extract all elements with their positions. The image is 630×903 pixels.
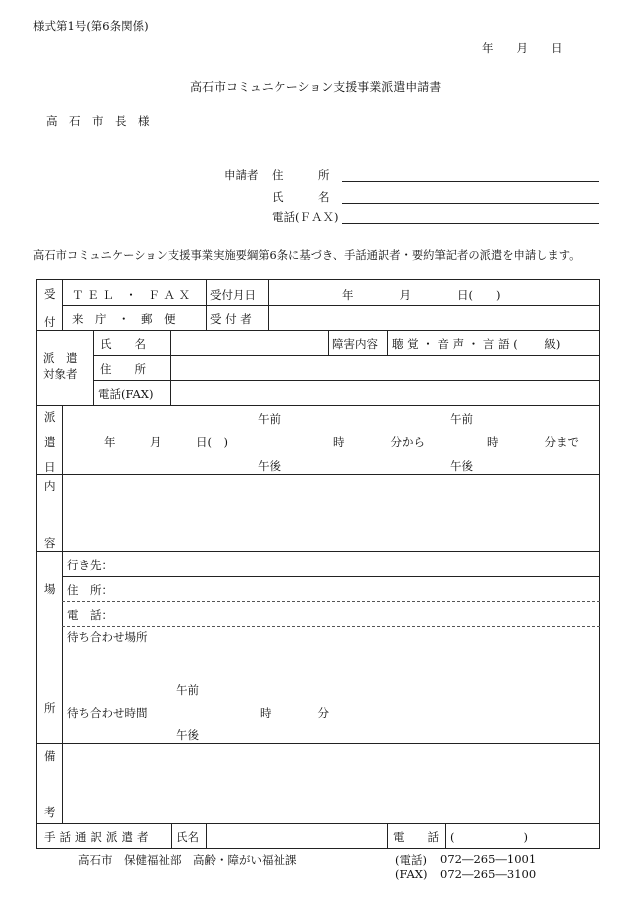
applicant-phone-label: 電話(ＦＡＸ): [272, 210, 339, 224]
interpreter-name-label: 氏名: [176, 830, 199, 844]
place-address-label: 住 所：: [67, 583, 113, 597]
subject-side-label-1: 派 遣: [43, 351, 78, 365]
meeting-time-label: 待ち合わせ時間: [67, 706, 148, 720]
meeting-time-value[interactable]: 時 分: [260, 706, 329, 720]
meeting-time-pm: 午後: [176, 728, 199, 742]
footer-department: 高石市 保健福祉部 高齢・障がい福祉課: [78, 853, 297, 867]
place-side-top: 場: [44, 582, 56, 596]
interpreter-label: 手話通訳派遣者: [44, 830, 153, 844]
footer-fax-label: (FAX): [395, 867, 428, 881]
subject-address-label: 住 所: [100, 362, 146, 376]
subject-phone-label: 電話(FAX): [98, 387, 154, 401]
applicant-name-label: 氏 名: [272, 190, 330, 204]
disability-options[interactable]: 聴 覚 ・ 音 声 ・ 言 語 ( 級): [392, 337, 561, 351]
received-date-value: 年 月 日( ): [342, 288, 501, 302]
addressee: 高 石 市 長 様: [46, 114, 150, 128]
remarks-side-bottom: 考: [44, 805, 56, 819]
to-am: 午前: [450, 412, 473, 426]
content-side-top: 内: [44, 479, 56, 493]
to-pm: 午後: [450, 459, 473, 473]
interpreter-phone-label: 電 話: [393, 830, 439, 844]
subject-name-label: 氏 名: [100, 337, 146, 351]
dispatch-date-side-3: 日: [44, 460, 56, 474]
interpreter-phone-value[interactable]: ( ): [450, 830, 528, 844]
form-number: 様式第1号(第6条関係): [33, 19, 149, 33]
place-side-bottom: 所: [44, 701, 56, 715]
meeting-time-am: 午前: [176, 683, 199, 697]
dispatch-to-time[interactable]: 時 分まで: [487, 435, 579, 449]
interpreter-name-field[interactable]: [210, 825, 384, 847]
application-statement: 高石市コミュニケーション支援事業実施要綱第6条に基づき、手話通訳者・要約筆記者の派遣を申請します。: [33, 249, 581, 262]
applicant-phone-field[interactable]: [342, 223, 599, 224]
from-am: 午前: [258, 412, 281, 426]
form-title: 高石市コミュニケーション支援事業派遣申請書: [190, 80, 442, 94]
content-side-bottom: 容: [44, 536, 56, 550]
footer-phone-value: 072―265―1001: [440, 852, 537, 866]
dispatch-from-time[interactable]: 時 分から: [333, 435, 425, 449]
receiver-label: 受 付 者: [210, 312, 252, 326]
dispatch-date-value[interactable]: 年 月 日( ): [104, 435, 228, 449]
dispatch-date-side-2: 遣: [44, 435, 56, 449]
date-line: 年 月 日: [482, 41, 563, 55]
destination-label: 行き先：: [67, 558, 113, 572]
footer-phone-label: (電話): [395, 853, 427, 867]
from-pm: 午後: [258, 459, 281, 473]
place-phone-label: 電 話：: [67, 608, 113, 622]
subject-side-label-2: 対象者: [43, 367, 78, 381]
disability-label: 障害内容: [332, 337, 378, 351]
applicant-label: 申請者: [224, 168, 259, 182]
reception-side-bottom: 付: [44, 315, 56, 329]
remarks-side-top: 備: [44, 749, 56, 763]
dispatch-date-side-1: 派: [44, 410, 56, 424]
subject-name-field[interactable]: [174, 332, 324, 353]
applicant-address-field[interactable]: [342, 181, 599, 182]
footer-fax-value: 072―265―3100: [440, 867, 537, 881]
applicant-address-label: 住 所: [272, 168, 330, 182]
reception-method-tel-fax: Ｔ Ｅ Ｌ ・ Ｆ Ａ Ｘ: [72, 288, 191, 302]
receiver-field[interactable]: [272, 306, 598, 329]
subject-phone-field[interactable]: [174, 382, 596, 403]
received-date-label: 受付月日: [210, 288, 256, 302]
applicant-name-field[interactable]: [342, 203, 599, 204]
content-field[interactable]: [66, 478, 596, 548]
reception-side-top: 受: [44, 287, 56, 301]
subject-address-field[interactable]: [174, 357, 596, 378]
reception-method-visit-mail: 来 庁 ・ 郵 便: [72, 312, 176, 326]
remarks-field[interactable]: [66, 746, 596, 820]
meeting-place-label: 待ち合わせ場所: [67, 630, 148, 644]
